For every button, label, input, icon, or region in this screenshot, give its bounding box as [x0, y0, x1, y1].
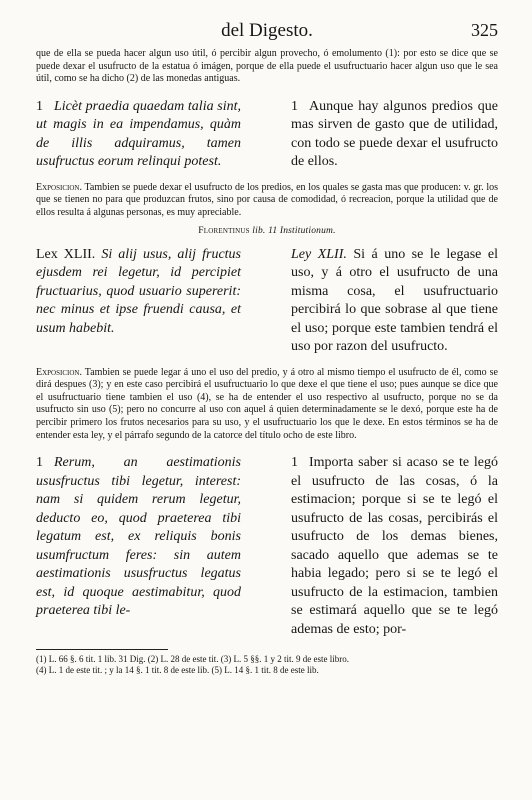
footnote-divider — [36, 649, 168, 650]
section-3-columns — [36, 454, 498, 639]
source-author: Florentinus — [198, 225, 250, 236]
section-2-spanish-text: Si á uno se le legase el uso, y á otro el usufructo de una misma cosa, el usufructuario percibirá lo que sobrase al que tiene el uso; porque este tambien tendrá el uso por razon del usufructo. — [291, 246, 498, 355]
source-line — [36, 226, 498, 236]
section-3-latin-number: 1 — [36, 455, 43, 471]
section-3-spanish-text: Importa saber si acaso se te legó el usufructo de las cosas, ó la estimacion; porque si se te legó el usufructo de las cosas, percibirás el usufructo de los demas bienes, sacado aquello que ademas se te habia legado; pero si se te legó el usufructo de la estimacion, tambien se estimará aquello que se te legó ademas de esto; por- — [291, 455, 498, 637]
section-2-latin — [36, 246, 241, 357]
section-3-spanish — [291, 454, 498, 639]
exposition-label: Exposicion. — [36, 366, 82, 378]
section-1-spanish — [291, 98, 498, 172]
section-2-exposition-text: Tambien se puede legar á uno el uso del predio, y á otro al mismo tiempo el usufructo de él, como se dirá despues (3); y en este caso percibirá el usufructuario lo que dexe el que tiene el uso; pues aunque se dice que el usufructuario tiene tambien el uso (4), se ha de entender el uso respectivo al usufructo, porque no se da usufructo sin uso (5); pero no concurre al uso con aquel á quien determinadamente se le dexó, porque este ha de percibir primero los frutos necesarios para su uso, y el usufructuario los que le dexe. En estos términos se ha de entender esta ley, y el párrafo segundo de la catorce del título ocho de este libro. — [36, 366, 498, 441]
section-2-latin-text: Si alij usus, alij fructus ejusdem rei legetur, id percipiet fructuarius, quod usuario supererit: nec minus et ipse fruendi causa, et usum habebit. — [36, 246, 242, 336]
section-1-spanish-text: Aunque hay algunos predios que mas sirven de gasto que de utilidad, con todo se puede dexar el usufructo de ellos. — [291, 98, 498, 170]
section-3-latin-text: Rerum, an aestimationis ususfructus tibi legetur, interest: nam si quidem rerum legetur, deducto eo, quod praeterea tibi legatum est, ex reliquis bonis usumfructum feres: sin autem aestimationis ususfructus legatus est, id quoque aestimabitur, quod praeterea tibi le- — [36, 455, 241, 619]
page — [36, 14, 498, 677]
section-3-latin — [36, 454, 241, 639]
page-title: del Digesto. — [221, 20, 313, 41]
footnote-line-2: (4) L. 1 de este tit. ; y la 14 §. 1 tit. 8 de este lib. (5) L. 14 §. 1 tit. 8 de este lib. — [36, 665, 319, 676]
section-1-exposition — [36, 182, 498, 220]
section-3-spanish-number: 1 — [291, 455, 298, 471]
section-2-spanish — [291, 246, 498, 357]
source-work: lib. 11 Institutionum. — [252, 225, 336, 236]
section-1-exposition-text: Tambien se puede dexar el usufructo de los predios, en los quales se gasta mas que producen: v. gr. los que se tienen no para que produzcan frutos, sino por causa de comodidad, ó recreacion, porque la utilidad que de ellos resulta á algunas personas, es muy apreciable. — [36, 181, 498, 218]
section-1-latin-number: 1 — [36, 98, 43, 114]
section-2-exposition — [36, 367, 498, 443]
section-1-latin — [36, 98, 241, 172]
section-2-spanish-label: Ley XLII. — [291, 246, 347, 262]
intro-paragraph: que de ella se pueda hacer algun uso útil, ó percibir algun provecho, ó emolumento (1): por esto se dice que se puede dexar el usufructo de la estatua ó imágen, porque de ella puede el usufructuario hacer algun uso que le sea útil, como se ha dicho (2) de las monedas antiguas. — [36, 48, 498, 85]
section-1-latin-text: Licèt praedia quaedam talia sint, ut magis in ea impendamus, quàm de illis adquiramus, tamen usufructus eorum relinqui potest. — [36, 98, 241, 170]
section-1-spanish-number: 1 — [291, 98, 298, 114]
section-2-columns — [36, 246, 498, 357]
footnote-line-1: (1) L. 66 §. 6 tit. 1 lib. 31 Dig. (2) L. 28 de este tit. (3) L. 5 §§. 1 y 2 tit. 9 de este libro. — [36, 654, 349, 665]
section-2-latin-label: Lex XLII. — [36, 246, 96, 262]
page-number: 325 — [471, 20, 498, 40]
page-header — [36, 14, 498, 44]
section-1-columns — [36, 98, 498, 172]
exposition-label: Exposicion. — [36, 181, 82, 193]
